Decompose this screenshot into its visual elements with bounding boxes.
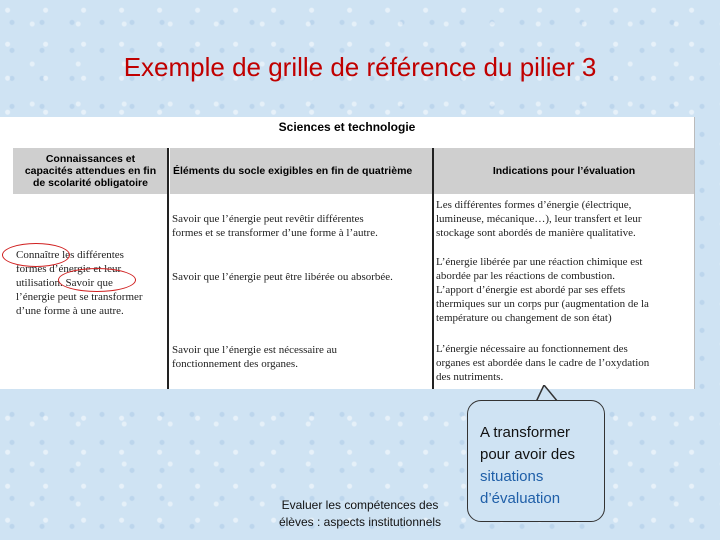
slide-footer: Evaluer les compétences des élèves : aspects institutionnels xyxy=(278,498,442,529)
reference-grid-document xyxy=(0,117,695,389)
socle-element-3: Savoir que l’énergie est nécessaire au fonctionnement des organes. xyxy=(172,344,338,370)
evaluation-indication-2: L’énergie libérée par une réaction chimique est abordée par les réactions de combustion. L’apport d’énergie est abordé par ses effets thermiques sur un corps pur (augmentation de la température ou changement de son état) xyxy=(436,256,649,324)
knowledge-cell: Connaître les différentes formes d’énergie et leur utilisation. Savoir que l’énergie peut se transformer d’une forme à une autre. xyxy=(16,249,143,317)
column-divider xyxy=(432,148,434,389)
header-knowledge: Connaissances et capacités attendues en fin de scolarité obligatoire xyxy=(13,148,168,194)
annotation-circle xyxy=(2,243,70,267)
socle-element-2: Savoir que l’énergie peut être libérée ou absorbée. xyxy=(172,271,393,283)
header-elements: Éléments du socle exigibles en fin de quatrième xyxy=(170,148,432,194)
slide-title: Exemple de grille de référence du pilier 3 xyxy=(123,52,597,82)
evaluation-indication-1: Les différentes formes d’énergie (électrique, lumineuse, mécanique…), leur transfert et leur stockage sont abordés de manière qualitative. xyxy=(436,199,642,239)
callout-bubble: A transformer pour avoir des situations d’évaluation xyxy=(467,400,605,522)
document-title: Sciences et technologie xyxy=(0,117,694,148)
evaluation-indication-3: L’énergie nécessaire au fonctionnement des organes est abordée dans le cadre de l’oxydation des nutriments. xyxy=(436,343,650,383)
socle-element-1: Savoir que l’énergie peut revêtir différentes formes et se transformer d’une forme à l’autre. xyxy=(172,213,378,239)
annotation-circle xyxy=(58,268,136,292)
header-evaluation: Indications pour l’évaluation xyxy=(434,148,694,194)
column-divider xyxy=(167,148,169,389)
